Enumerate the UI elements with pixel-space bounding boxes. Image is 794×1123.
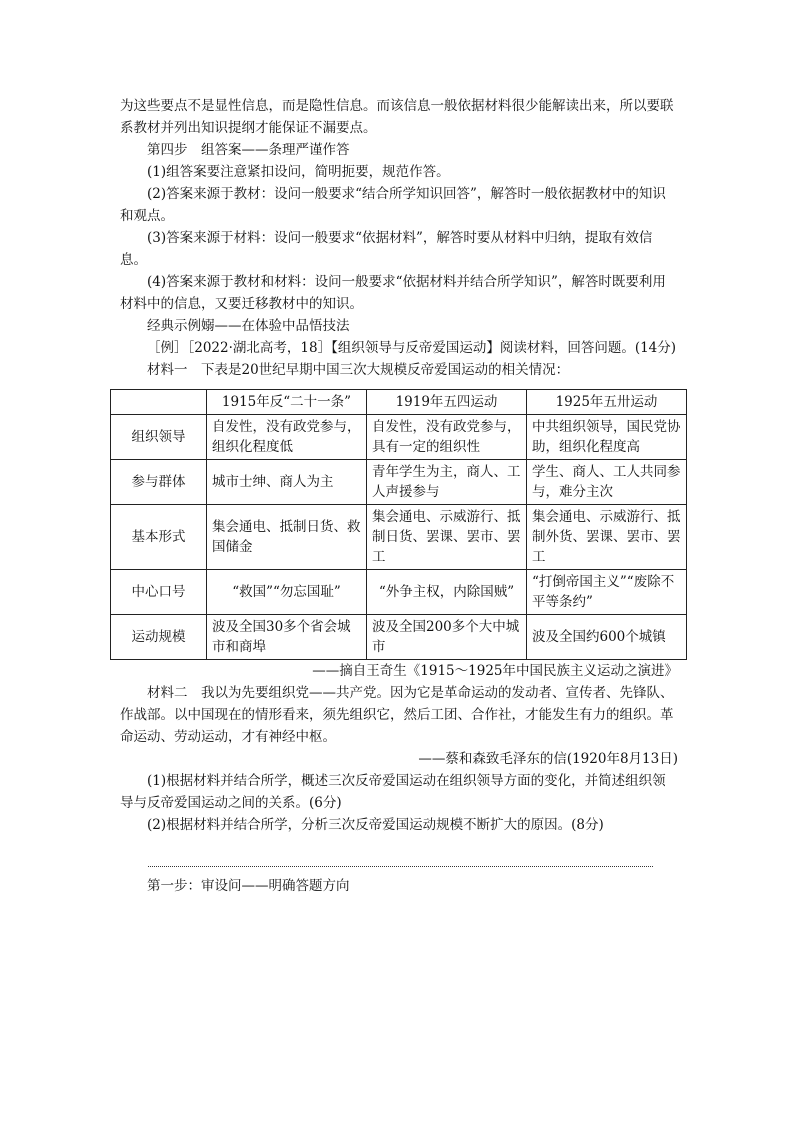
table-cell: 波及全国30多个省会城市和商埠 <box>207 615 367 660</box>
table-cell: 学生、商人、工人共同参与，难分主次 <box>527 460 687 505</box>
source-citation-2: ——蔡和森致毛泽东的信(1920年8月13日) <box>418 751 678 767</box>
table-cell: “打倒帝国主义”“废除不平等条约” <box>527 570 687 615</box>
step-one-heading: 第一步：审设问——明确答题方向 <box>147 878 350 894</box>
step-four-heading: 第四步 组答案——条理严谨作答 <box>147 142 350 158</box>
table-row <box>111 460 687 505</box>
material-two: 材料二 我以为先要组织党——共产党。因为它是革命运动的发动者、宣传者、先锋队、作战部。以中国现在的情形看来，须先组织它，然后工团、合作社，才能发生有力的组织。革命运动、劳动运动，才有神经中枢。 <box>120 685 674 745</box>
table-cell: 城市士绅、商人为主 <box>207 460 367 505</box>
example-question-intro: ［例］［2022·湖北高考，18］【组织领导与反帝爱国运动】阅读材料，回答问题。(14分) <box>147 340 677 356</box>
table-cell: 集会通电、示威游行、抵制日货、罢课、罢市、罢工 <box>367 505 527 570</box>
answer-point-2: (2)答案来源于教材：设问一般要求“结合所学知识回答”，解答时一般依据教材中的知识和观点。 <box>120 186 666 224</box>
table-row <box>111 415 687 460</box>
answer-point-4: (4)答案来源于教材和材料：设问一般要求“依据材料并结合所学知识”，解答时既要利用材料中的信息，又要迁移教材中的知识。 <box>120 274 666 312</box>
table-row <box>111 615 687 660</box>
table-header-cell <box>111 390 207 415</box>
table-cell: 波及全国约600个城镇 <box>527 615 687 660</box>
paragraph-intro: 为这些要点不是显性信息，而是隐性信息。而该信息一般依据材料很少能解读出来，所以要联系教材并列出知识提纲才能保证不漏要点。 <box>120 98 674 136</box>
table-row-label: 运动规模 <box>111 615 207 660</box>
table-row <box>111 570 687 615</box>
table-cell: 自发性，没有政党参与，组织化程度低 <box>207 415 367 460</box>
table-cell: 中共组织领导，国民党协助，组织化程度高 <box>527 415 687 460</box>
material-one-intro: 材料一 下表是20世纪早期中国三次大规模反帝爱国运动的相关情况： <box>147 362 570 378</box>
document-page <box>120 95 681 897</box>
movements-table <box>110 389 687 660</box>
table-cell: 集会通电、示威游行、抵制外货、罢课、罢市、罢工 <box>527 505 687 570</box>
table-row-label: 基本形式 <box>111 505 207 570</box>
answer-point-3: (3)答案来源于材料：设问一般要求“依据材料”，解答时要从材料中归纳，提取有效信息。 <box>120 230 653 268</box>
table-row-label: 组织领导 <box>111 415 207 460</box>
table-cell: 自发性，没有政党参与，具有一定的组织性 <box>367 415 527 460</box>
table-header-cell: 1925年五卅运动 <box>527 390 687 415</box>
table-header-cell: 1915年反“二十一条” <box>207 390 367 415</box>
dotted-divider <box>148 866 653 867</box>
answer-point-1: (1)组答案要注意紧扣设问，简明扼要，规范作答。 <box>147 164 450 180</box>
table-header-cell: 1919年五四运动 <box>367 390 527 415</box>
table-cell: “救国”“勿忘国耻” <box>207 570 367 615</box>
table-row-label: 中心口号 <box>111 570 207 615</box>
table-header-row <box>111 390 687 415</box>
table-cell: 波及全国200多个大中城市 <box>367 615 527 660</box>
question-2: (2)根据材料并结合所学，分析三次反帝爱国运动规模不断扩大的原因。(8分) <box>147 817 604 833</box>
table-row-label: 参与群体 <box>111 460 207 505</box>
table-cell: 青年学生为主，商人、工人声援参与 <box>367 460 527 505</box>
question-1: (1)根据材料并结合所学，概述三次反帝爱国运动在组织领导方面的变化，并简述组织领导与反帝爱国运动之间的关系。(6分) <box>120 773 666 811</box>
example-heading: 经典示例嫋——在体验中品悟技法 <box>147 318 350 334</box>
source-citation-1: ——摘自王奇生《1915～1925年中国民族主义运动之演进》 <box>312 663 678 679</box>
table-row <box>111 505 687 570</box>
table-cell: “外争主权，内除国贼” <box>367 570 527 615</box>
table-cell: 集会通电、抵制日货、救国储金 <box>207 505 367 570</box>
